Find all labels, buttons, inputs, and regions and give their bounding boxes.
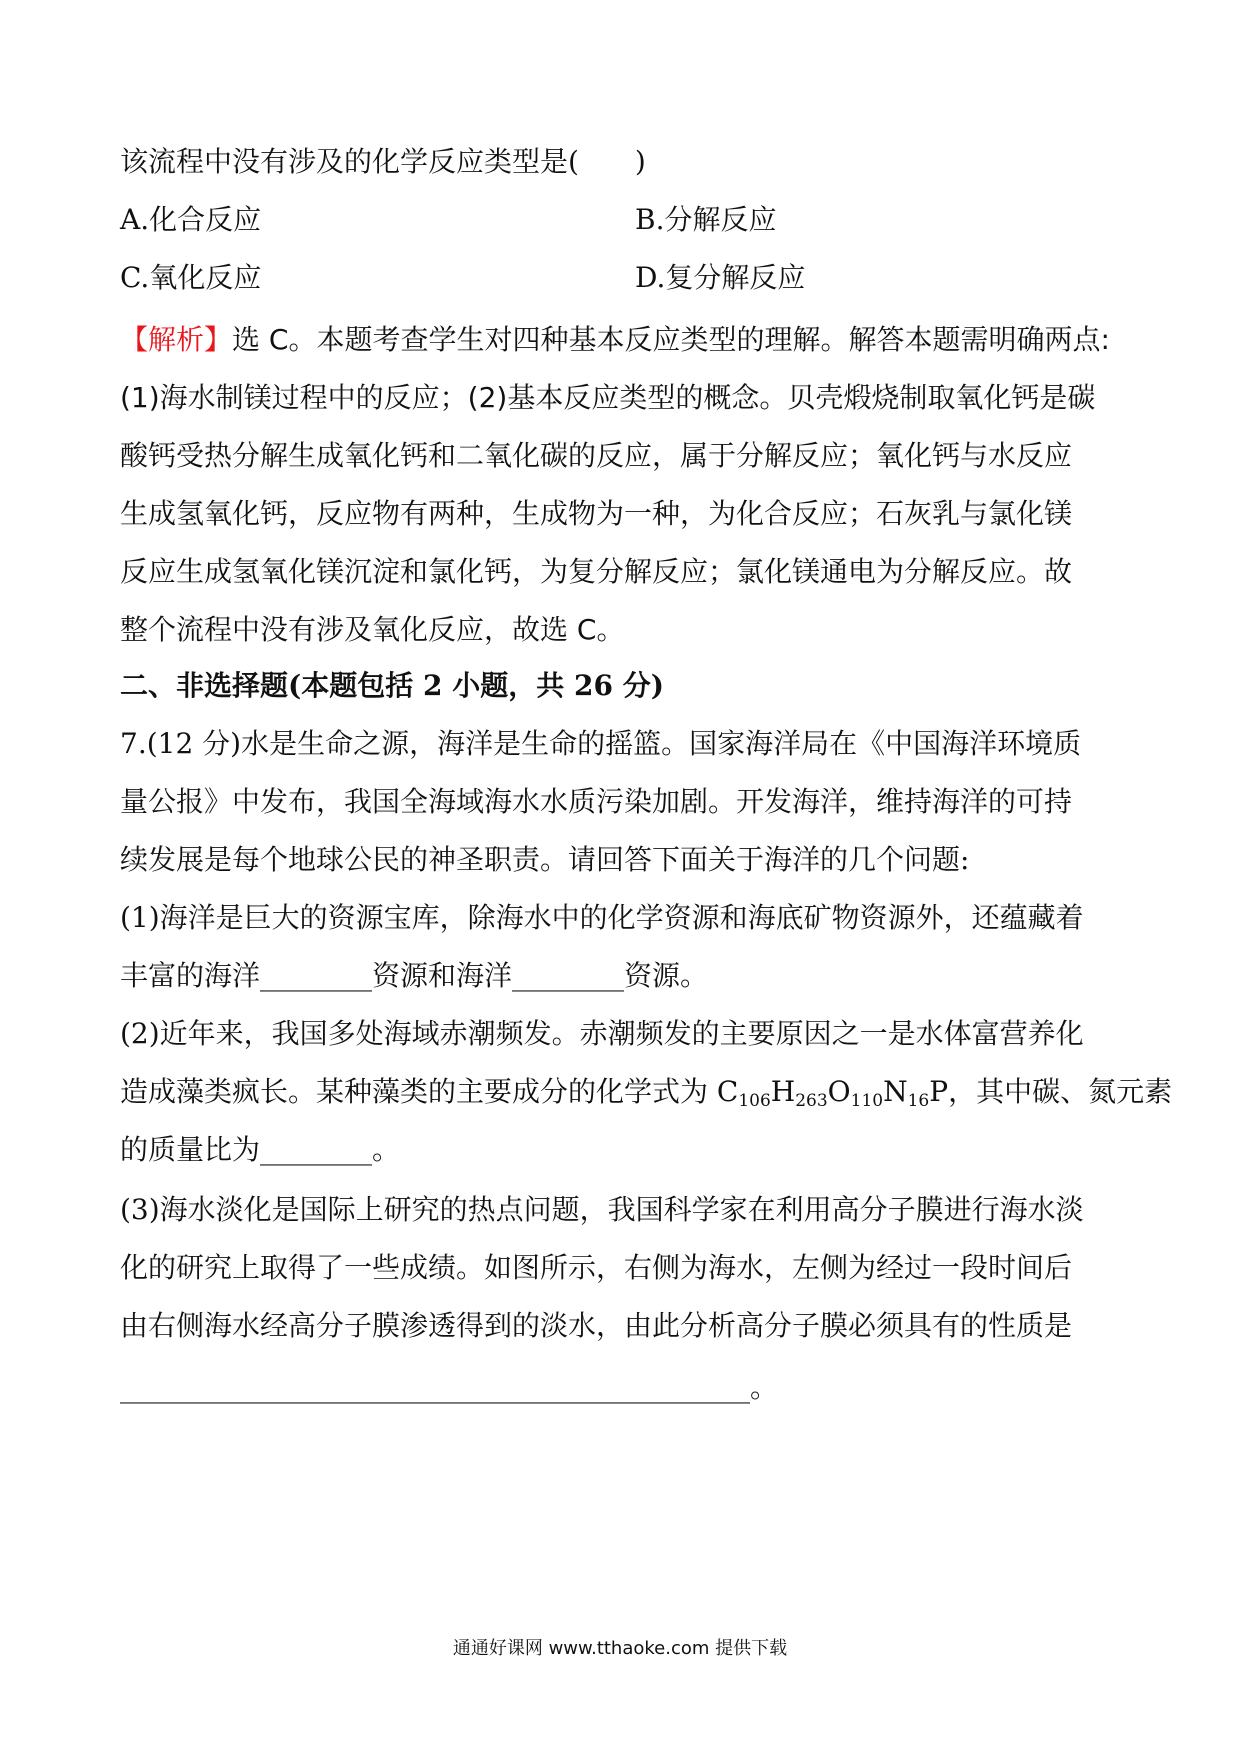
option-row-2: [120, 260, 1130, 296]
chemical-formula: [716, 1075, 949, 1111]
part-2-text-before: 造成藻类疯长。某种藻类的主要成分的化学式为: [120, 1075, 717, 1108]
option-c: C.氧化反应: [120, 261, 262, 294]
analysis-line-6: 整个流程中没有涉及氧化反应，故选 C。: [120, 613, 625, 646]
formula-n: N: [883, 1075, 908, 1108]
question-7-part-3-line-1: (3)海水淡化是国际上研究的热点问题，我国科学家在利用高分子膜进行海水淡: [120, 1193, 1084, 1226]
analysis-text-1: 选 C。本题考查学生对四种基本反应类型的理解。解答本题需明确两点:: [232, 323, 1110, 356]
question-7-part-3-answer-blank: _____________________________________________。: [120, 1371, 779, 1404]
formula-h: H: [770, 1075, 796, 1108]
question-6-stem: 该流程中没有涉及的化学反应类型是( ): [120, 145, 646, 178]
question-7-part-1-line-1: (1)海洋是巨大的资源宝库，除海水中的化学资源和海底矿物资源外，还蕴藏着: [120, 901, 1084, 934]
analysis-line-4: 生成氢氧化钙，反应物有两种，生成物为一种，为化合反应；石灰乳与氯化镁: [120, 497, 1073, 530]
formula-c: C: [716, 1075, 739, 1108]
question-7-part-3-line-3: 由右侧海水经高分子膜渗透得到的淡水，由此分析高分子膜必须具有的性质是: [120, 1309, 1073, 1342]
question-7-part-2-line-1: (2)近年来，我国多处海域赤潮频发。赤潮频发的主要原因之一是水体富营养化: [120, 1017, 1084, 1050]
option-row-1: [120, 202, 1130, 238]
question-7-part-2-line-3: 的质量比为________。: [120, 1133, 401, 1166]
analysis-tag: 【解析】: [120, 323, 233, 356]
analysis-line-1: [120, 322, 1130, 358]
formula-h-count: 263: [795, 1091, 828, 1111]
formula-c-count: 106: [738, 1091, 771, 1111]
formula-n-count: 16: [907, 1091, 930, 1111]
question-7-intro-2: 量公报》中发布，我国全海域海水水质污染加剧。开发海洋，维持海洋的可持: [120, 785, 1073, 818]
question-7-intro-1: 7.(12 分)水是生命之源，海洋是生命的摇篮。国家海洋局在《中国海洋环境质: [120, 727, 1082, 760]
option-d: D.复分解反应: [635, 261, 806, 294]
section-2-heading: 二、非选择题(本题包括 2 小题，共 26 分): [120, 669, 664, 702]
option-b: B.分解反应: [635, 203, 777, 236]
analysis-line-5: 反应生成氢氧化镁沉淀和氯化钙，为复分解反应；氯化镁通电为分解反应。故: [120, 555, 1073, 588]
question-7-part-1-line-2: 丰富的海洋________资源和海洋________资源。: [120, 959, 709, 992]
question-7-part-2-line-2: [120, 1074, 1173, 1111]
analysis-line-2: (1)海水制镁过程中的反应；(2)基本反应类型的概念。贝壳煅烧制取氧化钙是碳: [120, 381, 1096, 414]
question-7-intro-3: 续发展是每个地球公民的神圣职责。请回答下面关于海洋的几个问题:: [120, 843, 970, 876]
formula-o-count: 110: [850, 1091, 884, 1111]
option-a: A.化合反应: [120, 203, 262, 236]
formula-p: P: [929, 1075, 949, 1108]
formula-o: O: [827, 1075, 851, 1108]
page-footer: 通通好课网 www.tthaoke.com 提供下载: [452, 1638, 788, 1659]
question-7-part-3-line-2: 化的研究上取得了一些成绩。如图所示，右侧为海水，左侧为经过一段时间后: [120, 1251, 1073, 1284]
part-2-text-after: ，其中碳、氮元素: [948, 1075, 1173, 1108]
analysis-line-3: 酸钙受热分解生成氧化钙和二氧化碳的反应，属于分解反应；氧化钙与水反应: [120, 439, 1073, 472]
